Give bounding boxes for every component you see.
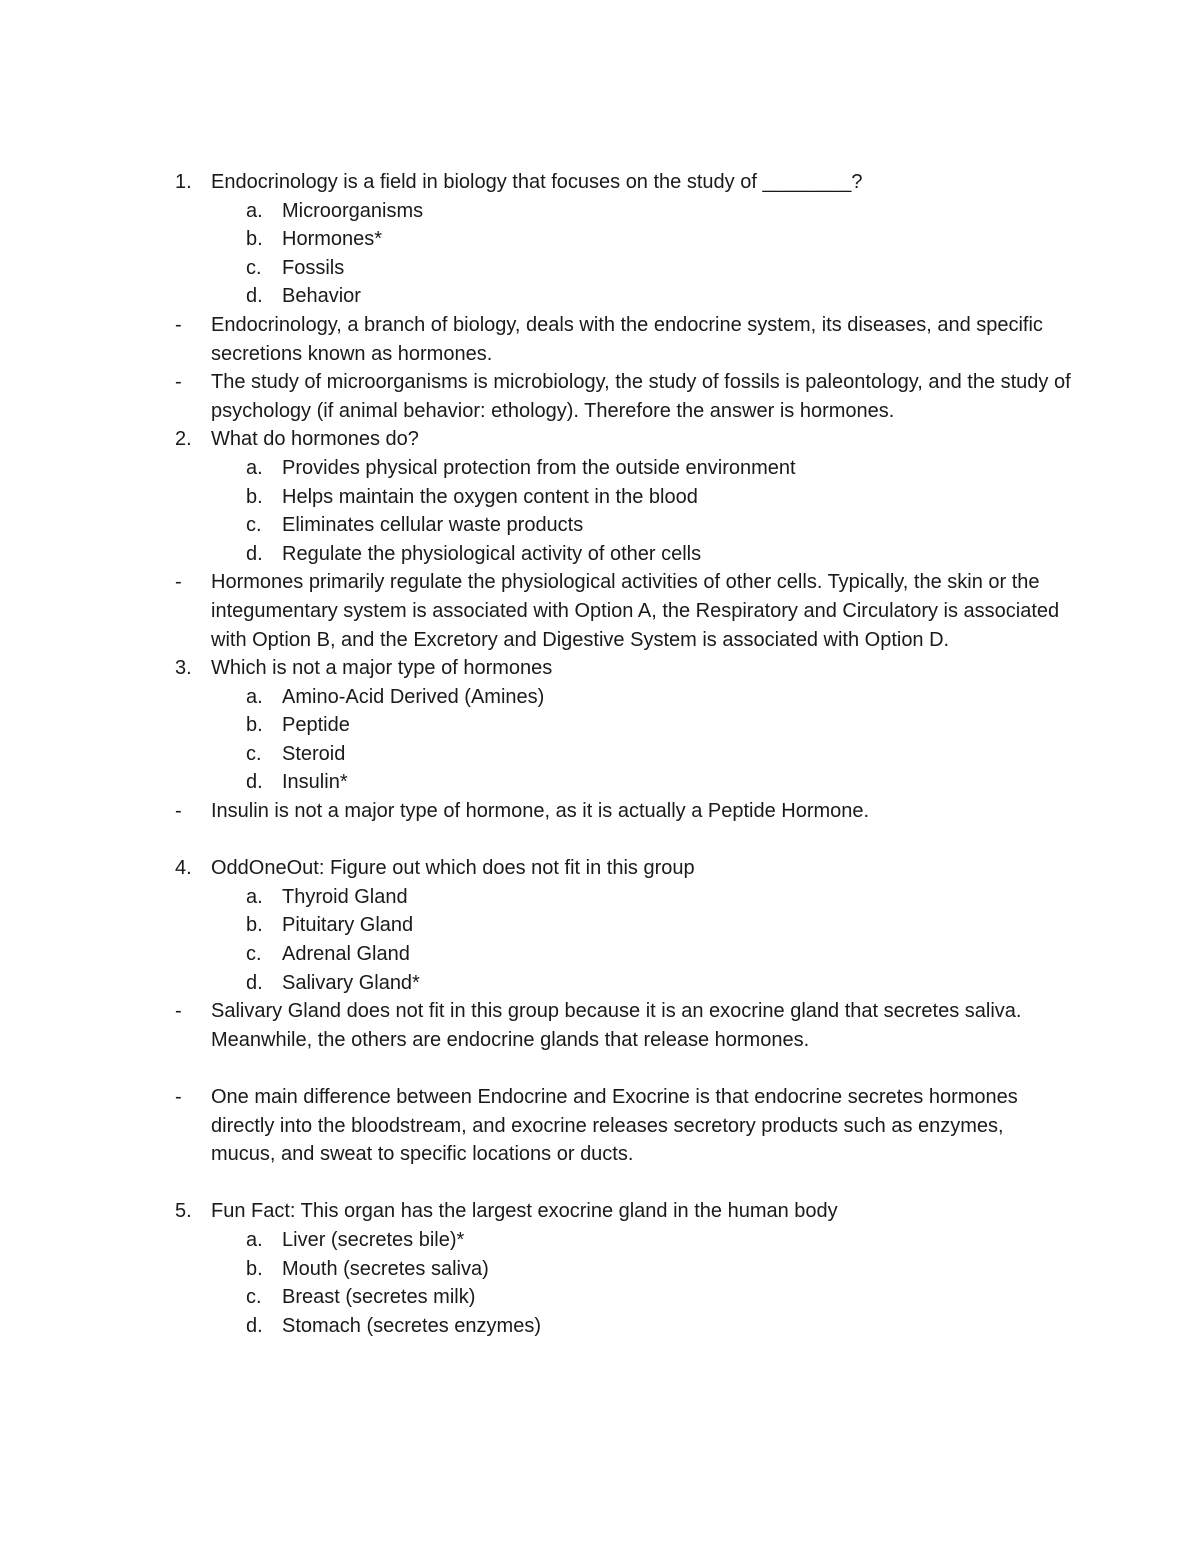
option-letter: a. — [246, 685, 263, 708]
option-letter: c. — [246, 742, 262, 765]
blank-line — [0, 1054, 1200, 1083]
option-5d — [0, 1312, 1200, 1341]
option-letter: b. — [246, 1257, 263, 1280]
option-4c — [0, 940, 1200, 969]
explanation-note — [0, 997, 1200, 1054]
note-text: Salivary Gland does not fit in this group because it is an exocrine gland that secretes saliva. Meanwhile, the others are endocrine glands that release hormones. — [211, 1000, 1022, 1051]
option-letter: a. — [246, 199, 263, 222]
blank-line — [0, 826, 1200, 855]
question-number: 3. — [175, 657, 192, 680]
option-text: Liver (secretes bile)* — [282, 1228, 465, 1251]
option-3d — [0, 768, 1200, 797]
option-4b — [0, 911, 1200, 940]
question-number: 5. — [175, 1200, 192, 1223]
option-5c — [0, 1283, 1200, 1312]
option-letter: a. — [246, 456, 263, 479]
question-number: 1. — [175, 171, 192, 193]
note-text: Hormones primarily regulate the physiological activities of other cells. Typically, the skin or the integumentary system is associated with Option A, the Respiratory and Circulatory is associated with Option B, and the Excretory and Digestive System is associated with Option D. — [211, 571, 1060, 651]
question-4 — [0, 854, 1200, 883]
option-text: Eliminates cellular waste products — [282, 514, 584, 537]
option-letter: c. — [246, 256, 262, 279]
document-page — [0, 168, 1200, 1340]
note-text: Insulin is not a major type of hormone, as it is actually a Peptide Hormone. — [211, 800, 870, 823]
option-5b — [0, 1255, 1200, 1284]
option-letter: d. — [246, 542, 263, 565]
option-text: Regulate the physiological activity of other cells — [282, 542, 702, 565]
option-text: Behavior — [282, 285, 361, 308]
option-3b — [0, 711, 1200, 740]
question-text: What do hormones do? — [211, 428, 419, 451]
option-2c — [0, 511, 1200, 540]
option-text: Breast (secretes milk) — [282, 1286, 476, 1309]
option-text: Fossils — [282, 256, 345, 279]
option-text: Insulin* — [282, 771, 348, 794]
option-3a — [0, 683, 1200, 712]
option-5a — [0, 1226, 1200, 1255]
option-letter: b. — [246, 228, 263, 251]
option-text: Provides physical protection from the outside environment — [282, 456, 796, 479]
option-letter: d. — [246, 1314, 263, 1337]
blank-line — [0, 1169, 1200, 1198]
option-text: Peptide — [282, 714, 350, 737]
option-letter: b. — [246, 914, 263, 937]
note-dash: - — [175, 1086, 182, 1108]
question-2 — [0, 425, 1200, 454]
option-letter: c. — [246, 1286, 262, 1309]
question-3 — [0, 654, 1200, 683]
option-text: Thyroid Gland — [282, 885, 408, 908]
note-dash: - — [175, 371, 182, 394]
explanation-note — [0, 368, 1200, 425]
option-text: Adrenal Gland — [282, 943, 410, 966]
option-4d — [0, 969, 1200, 998]
question-text: Which is not a major type of hormones — [211, 657, 553, 680]
note-dash: - — [175, 1000, 182, 1023]
note-text: One main difference between Endocrine and Exocrine is that endocrine secretes hormones directly into the bloodstream, and exocrine releases secretory products such as enzymes, mucus, and sweat to specific locations or ducts. — [211, 1086, 1018, 1166]
note-text: Endocrinology, a branch of biology, deals with the endocrine system, its diseases, and specific secretions known as hormones. — [211, 313, 1043, 365]
option-3c — [0, 740, 1200, 769]
question-1 — [0, 168, 1200, 197]
option-letter: c. — [246, 514, 262, 537]
option-1a — [0, 197, 1200, 226]
option-text: Steroid — [282, 742, 346, 765]
question-text: Fun Fact: This organ has the largest exocrine gland in the human body — [211, 1200, 838, 1223]
question-text: Endocrinology is a field in biology that focuses on the study of ________? — [211, 171, 863, 193]
explanation-note — [0, 797, 1200, 826]
option-letter: d. — [246, 771, 263, 794]
option-text: Salivary Gland* — [282, 971, 420, 994]
option-letter: c. — [246, 943, 262, 966]
option-1d — [0, 282, 1200, 311]
option-text: Amino-Acid Derived (Amines) — [282, 685, 545, 708]
question-number: 4. — [175, 857, 192, 880]
option-letter: a. — [246, 1228, 263, 1251]
option-1c — [0, 254, 1200, 283]
option-letter: d. — [246, 285, 263, 308]
option-text: Hormones* — [282, 228, 383, 251]
explanation-note — [0, 1083, 1200, 1169]
question-text: OddOneOut: Figure out which does not fit in this group — [211, 857, 695, 880]
option-text: Microorganisms — [282, 199, 424, 222]
option-2d — [0, 540, 1200, 569]
note-dash: - — [175, 313, 182, 336]
option-letter: a. — [246, 885, 263, 908]
option-text: Stomach (secretes enzymes) — [282, 1314, 541, 1337]
explanation-note — [0, 568, 1200, 654]
note-dash: - — [175, 800, 182, 823]
note-dash: - — [175, 571, 182, 594]
option-text: Pituitary Gland — [282, 914, 414, 937]
question-5 — [0, 1197, 1200, 1226]
option-letter: b. — [246, 485, 263, 508]
explanation-note — [0, 311, 1200, 368]
option-2b — [0, 483, 1200, 512]
option-4a — [0, 883, 1200, 912]
option-letter: d. — [246, 971, 263, 994]
note-text: The study of microorganisms is microbiology, the study of fossils is paleontology, and the study of psychology (if animal behavior: ethology). Therefore the answer is hormones. — [211, 371, 1071, 422]
question-number: 2. — [175, 428, 192, 451]
option-2a — [0, 454, 1200, 483]
option-text: Helps maintain the oxygen content in the blood — [282, 485, 698, 508]
option-1b — [0, 225, 1200, 254]
option-letter: b. — [246, 714, 263, 737]
option-text: Mouth (secretes saliva) — [282, 1257, 489, 1280]
